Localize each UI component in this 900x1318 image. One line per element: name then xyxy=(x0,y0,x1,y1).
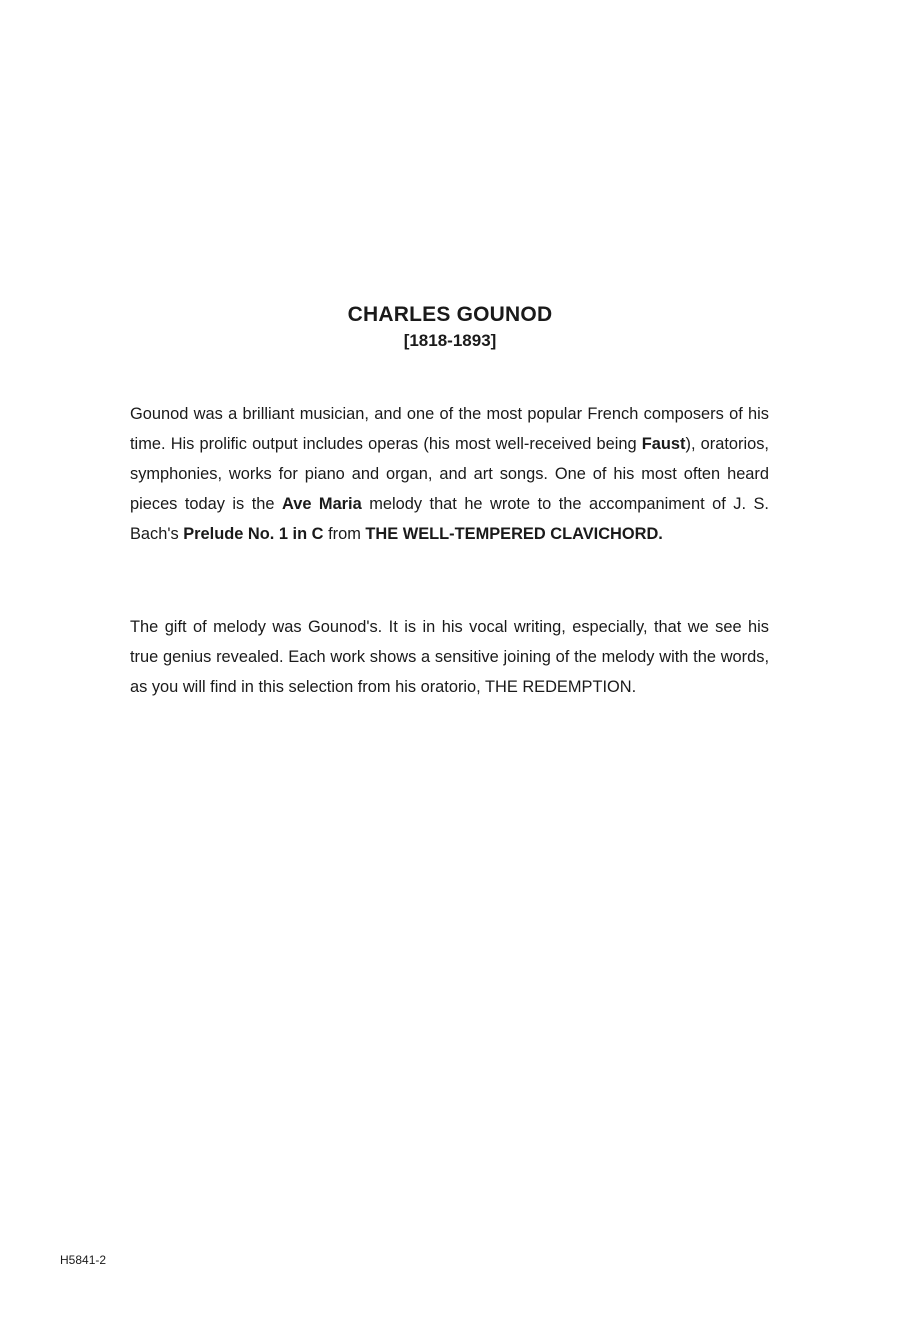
paragraph-text: melody that he wrote to the accompaniment of J. S. Bach's xyxy=(130,495,769,543)
paragraph-text: from xyxy=(323,525,366,543)
work-title-clavichord: THE WELL-TEMPERED CLAVICHORD. xyxy=(365,525,663,543)
paragraph-text: Gounod was a brilliant musician, and one of the most popular French composers of his time. His prolific output includes operas (his most well-received being xyxy=(130,405,769,453)
work-title-faust: Faust xyxy=(641,435,686,453)
biography-paragraph xyxy=(130,399,769,549)
catalog-code: H5841-2 xyxy=(60,1253,107,1267)
work-title-prelude: Prelude No. 1 in C xyxy=(183,525,324,543)
composer-years: [1818-1893] xyxy=(403,331,497,350)
header xyxy=(0,301,900,352)
melody-paragraph: The gift of melody was Gounod's. It is in his vocal writing, especially, that we see his true genius revealed. Each work shows a sensitive joining of the melody with the words, as you will find in this selection from his oratorio, THE REDEMPTION. xyxy=(130,618,769,696)
work-title-ave-maria: Ave Maria xyxy=(281,495,362,513)
page-title: CHARLES GOUNOD xyxy=(347,303,553,326)
paragraph-text: ), oratorios, symphonies, works for piano and organ, and art songs. One of his most often heard pieces today is the xyxy=(130,435,769,513)
